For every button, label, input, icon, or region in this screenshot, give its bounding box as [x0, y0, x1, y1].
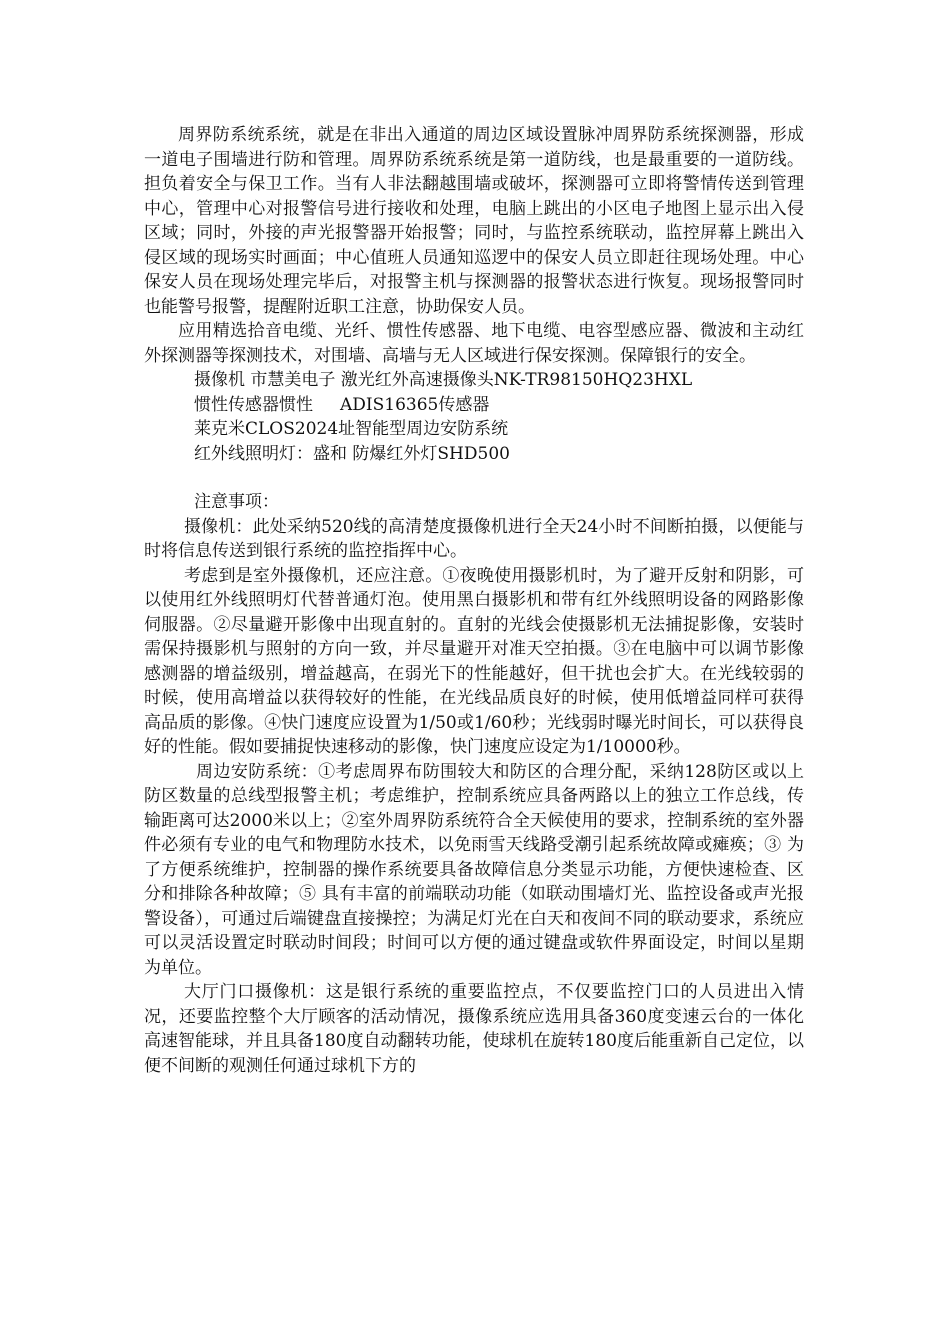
- paragraph-perimeter-system-note: 周边安防系统：①考虑周界布防围较大和防区的合理分配，采纳128防区或以上防区数量的总线型报警主机；考虑维护，控制系统应具备两路以上的独立工作总线，传输距离可达2000米以上；②室外周界防系统符合全天候使用的要求，控制系统的室外器件必须有专业的电气和物理防水技术，以免雨雪天线路受潮引起系统故障或瘫痪；③ 为了方便系统维护，控制器的操作系统要具备故障信息分类显示功能，方便快速检查、区分和排除各种故障；⑤ 具有丰富的前端联动功能（如联动围墙灯光、监控设备或声光报警设备），可通过后端键盘直接操控；为满足灯光在白天和夜间不同的联动要求，系统应可以灵活设置定时联动时间段；时间可以方便的通过键盘或软件界面设定，时间以星期为单位。: [144, 761, 804, 978]
- notes-heading: 注意事项：: [194, 492, 279, 512]
- paragraph-camera-note: 摄像机：此处采纳520线的高清楚度摄像机进行全天24小时不间断拍摄，以便能与时将信息传送到银行系统的监控指挥中心。: [144, 516, 804, 561]
- equipment-item-inertial-sensor: 惯性传感器惯性 ADIS16365传感器: [194, 394, 490, 415]
- paragraph-outdoor-camera-note: 考虑到是室外摄像机，还应注意。①夜晚使用摄影机时，为了避开反射和阴影，可以使用红外线照明灯代替普通灯泡。使用黑白摄影机和带有红外线照明设备的网路影像伺服器。②尽量避开影像中出现直射的。直射的光线会使摄影机无法捕捉影像，安装时需保持摄影机与照射的方向一致，并尽量避开对准天空拍摄。③在电脑中可以调节影像感测器的增益级别，增益越高，在弱光下的性能越好，但干扰也会扩大。在光线较弱的时候，使用高增益以获得较好的性能，在光线品质良好的时候，使用低增益同样可获得高品质的影像。④快门速度应设置为1/50或1/60秒；光线弱时曝光时间长，可以获得良好的性能。假如要捕捉快速移动的影像，快门速度应设定为1/10000秒。: [144, 565, 804, 757]
- equipment-item-perimeter-system: 莱克米CLOS2024址智能型周边安防系统: [194, 419, 509, 439]
- equipment-list: [144, 368, 804, 466]
- paragraph-detection-technology: 应用精选拾音电缆、光纤、惯性传感器、地下电缆、电容型感应器、微波和主动红外探测器等探测技术，对围墙、高墙与无人区域进行保安探测。保障银行的安全。: [144, 321, 804, 366]
- paragraph-lobby-camera-note: 大厅门口摄像机：这是银行系统的重要监控点，不仅要监控门口的人员进出入情况，还要监控整个大厅顾客的活动情况，摄像系统应选用具备360度变速云台的一体化高速智能球，并且具备180度自动翻转功能，使球机在旋转180度后能重新自己定位，以便不间断的观测任何通过球机下方的: [144, 982, 804, 1076]
- document-body: [144, 123, 804, 1078]
- equipment-item-camera: 摄像机 市慧美电子 激光红外高速摄像头NK-TR98150HQ23HXL: [194, 370, 693, 390]
- equipment-item-infrared-light: 红外线照明灯：盛和 防爆红外灯SHD500: [194, 443, 510, 464]
- blank-line: [144, 466, 804, 490]
- paragraph-perimeter-overview: 周界防系统系统，就是在非出入通道的周边区域设置脉冲周界防系统探测器，形成一道电子围墙进行防和管理。周界防系统系统是第一道防线，也是最重要的一道防线。担负着安全与保卫工作。当有人非法翻越围墙或破坏，探测器可立即将警情传送到管理中心，管理中心对报警信号进行接收和处理，电脑上跳出的小区电子地图上显示出入侵区域；同时，外接的声光报警器开始报警；同时，与监控系统联动，监控屏幕上跳出入侵区域的现场实时画面；中心值班人员通知巡逻中的保安人员立即赶往现场处理。中心保安人员在现场处理完毕后，对报警主机与探测器的报警状态进行恢复。现场报警同时也能警号报警，提醒附近职工注意，协助保安人员。: [144, 125, 804, 317]
